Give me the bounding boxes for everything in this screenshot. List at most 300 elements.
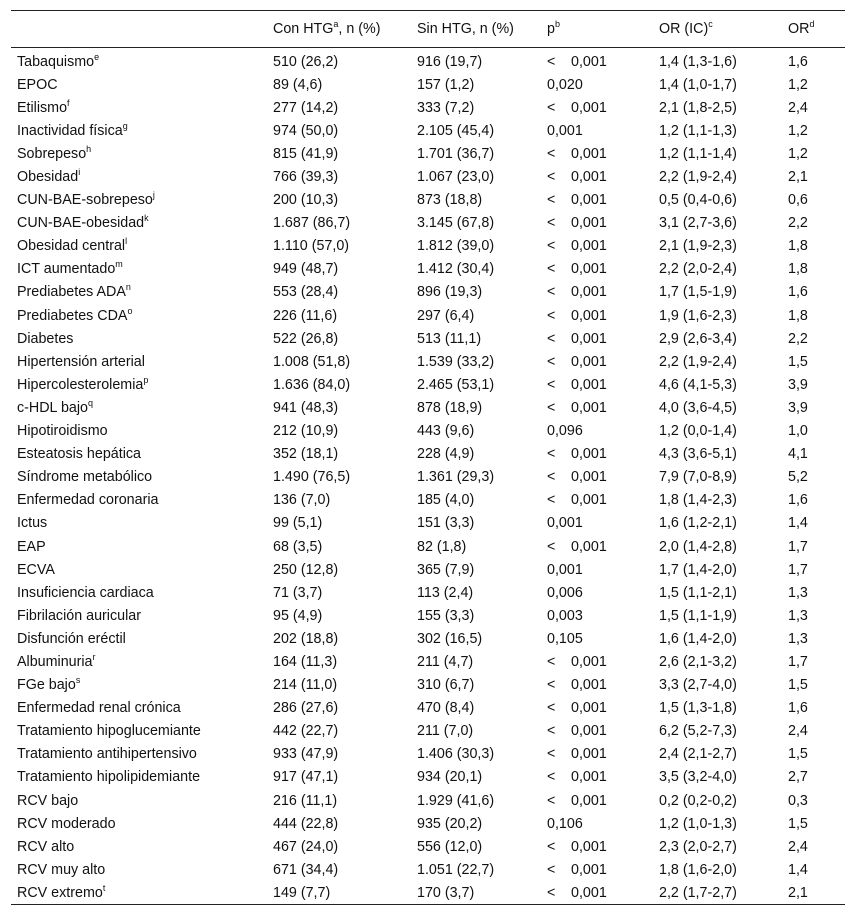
row-footnote-mark: f bbox=[67, 97, 70, 108]
table-header-row bbox=[11, 11, 845, 48]
cell-or-adjusted: 1,8 bbox=[788, 261, 808, 278]
cell-or-adjusted: 1,8 bbox=[788, 238, 808, 255]
cell-or-ic: 0,2 (0,2-0,2) bbox=[659, 792, 737, 809]
row-label: Hipotiroidismo bbox=[17, 423, 108, 440]
cell-or-adjusted: 1,7 bbox=[788, 653, 808, 670]
cell-p-value: 0,003 bbox=[547, 607, 583, 624]
less-than-sign: < bbox=[547, 538, 556, 555]
cell-or-adjusted: 2,7 bbox=[788, 769, 808, 786]
cell-or-ic: 2,9 (2,6-3,4) bbox=[659, 330, 737, 347]
table-row bbox=[11, 189, 845, 212]
cell-p-value: < 0,001 bbox=[547, 492, 607, 509]
cell-con-htg: 949 (48,7) bbox=[273, 261, 339, 278]
cell-or-adjusted: 2,4 bbox=[788, 99, 808, 116]
cell-p-value: 0,105 bbox=[547, 630, 583, 647]
cell-con-htg: 467 (24,0) bbox=[273, 838, 339, 855]
row-label: CUN-BAE-obesidad$^k$ bbox=[17, 213, 149, 232]
cell-con-htg: 352 (18,1) bbox=[273, 446, 339, 463]
cell-con-htg: 202 (18,8) bbox=[273, 630, 339, 647]
cell-p-value: < 0,001 bbox=[547, 446, 607, 463]
row-footnote-mark: g bbox=[122, 120, 128, 131]
cell-p-value: < 0,001 bbox=[547, 399, 607, 416]
less-than-sign: < bbox=[547, 723, 556, 740]
cell-or-adjusted: 1,3 bbox=[788, 607, 808, 624]
cell-or-ic: 2,0 (1,4-2,8) bbox=[659, 538, 737, 555]
table-row bbox=[11, 304, 845, 327]
cell-sin-htg: 1.812 (39,0) bbox=[417, 238, 495, 255]
row-label: Obesidad central$^l$ bbox=[17, 236, 128, 255]
cell-or-ic: 1,2 (1,1-1,3) bbox=[659, 122, 737, 139]
table-row bbox=[11, 443, 845, 466]
row-label: Hipercolesterolemia$^p$ bbox=[17, 374, 149, 393]
table-row bbox=[11, 743, 845, 766]
table-row bbox=[11, 604, 845, 627]
cell-or-adjusted: 1,7 bbox=[788, 561, 808, 578]
cell-p-value: 0,001 bbox=[547, 561, 583, 578]
cell-con-htg: 1.490 (76,5) bbox=[273, 469, 351, 486]
cell-p-value: < 0,001 bbox=[547, 376, 607, 393]
less-than-sign: < bbox=[547, 653, 556, 670]
cell-con-htg: 522 (26,8) bbox=[273, 330, 339, 347]
row-label: Disfunción eréctil bbox=[17, 630, 126, 647]
row-label: Enfermedad renal crónica bbox=[17, 700, 181, 717]
cell-con-htg: 1.636 (84,0) bbox=[273, 376, 351, 393]
less-than-sign: < bbox=[547, 145, 556, 162]
cell-p-value: < 0,001 bbox=[547, 261, 607, 278]
row-footnote-mark: h bbox=[86, 143, 92, 154]
table-row bbox=[11, 466, 845, 489]
cell-p-value: < 0,001 bbox=[547, 169, 607, 186]
cell-or-ic: 1,8 (1,4-2,3) bbox=[659, 492, 737, 509]
table-row bbox=[11, 142, 845, 165]
row-label: Tratamiento hipolipidemiante bbox=[17, 769, 201, 786]
row-label: Obesidad$^i$ bbox=[17, 167, 81, 186]
row-label: FGe bajo$^s$ bbox=[17, 675, 81, 694]
cell-or-ic: 2,2 (1,9-2,4) bbox=[659, 169, 737, 186]
cell-or-ic: 2,3 (2,0-2,7) bbox=[659, 838, 737, 855]
row-label: RCV alto bbox=[17, 838, 75, 855]
row-label: Enfermedad coronaria bbox=[17, 492, 159, 509]
cell-p-value: 0,001 bbox=[547, 515, 583, 532]
cell-sin-htg: 934 (20,1) bbox=[417, 769, 483, 786]
cell-con-htg: 442 (22,7) bbox=[273, 723, 339, 740]
row-label: Síndrome metabólico bbox=[17, 469, 153, 486]
table-row bbox=[11, 73, 845, 96]
less-than-sign: < bbox=[547, 215, 556, 232]
cell-p-value: < 0,001 bbox=[547, 861, 607, 878]
cell-sin-htg: 113 (2,4) bbox=[417, 584, 474, 601]
cell-p-value: < 0,001 bbox=[547, 677, 607, 694]
cell-con-htg: 200 (10,3) bbox=[273, 192, 339, 209]
cell-or-adjusted: 1,2 bbox=[788, 122, 808, 139]
table-row bbox=[11, 373, 845, 396]
cell-or-adjusted: 3,9 bbox=[788, 376, 808, 393]
cell-p-value: < 0,001 bbox=[547, 469, 607, 486]
row-label: Sobrepeso$^h$ bbox=[17, 143, 92, 162]
cell-or-ic: 1,9 (1,6-2,3) bbox=[659, 307, 737, 324]
cell-or-ic: 1,4 (1,3-1,6) bbox=[659, 53, 737, 70]
cell-or-adjusted: 1,6 bbox=[788, 284, 808, 301]
less-than-sign: < bbox=[547, 99, 556, 116]
less-than-sign: < bbox=[547, 700, 556, 717]
cell-con-htg: 226 (11,6) bbox=[273, 307, 338, 324]
cell-or-adjusted: 1,3 bbox=[788, 584, 808, 601]
cell-p-value: < 0,001 bbox=[547, 330, 607, 347]
cell-sin-htg: 470 (8,4) bbox=[417, 700, 475, 717]
cell-con-htg: 553 (28,4) bbox=[273, 284, 339, 301]
cell-p-value: < 0,001 bbox=[547, 192, 607, 209]
table-row bbox=[11, 119, 845, 142]
table-row bbox=[11, 674, 845, 697]
row-label: RCV extremo$^t$ bbox=[11, 881, 267, 905]
cell-sin-htg: 297 (6,4) bbox=[417, 307, 475, 324]
cell-or-ic: 4,0 (3,6-4,5) bbox=[659, 399, 737, 416]
cell-or-adjusted: 1,6 bbox=[788, 492, 808, 509]
cell-p-value: 0,006 bbox=[547, 584, 583, 601]
cell-sin-htg: 513 (11,1) bbox=[417, 330, 482, 347]
cell-or-adjusted: 3,9 bbox=[788, 399, 808, 416]
cell-or-adjusted: 0,3 bbox=[788, 792, 808, 809]
cell-p-value: < 0,001 bbox=[547, 215, 607, 232]
cell-p-value: < 0,001 bbox=[547, 307, 607, 324]
cell-sin-htg: 2.105 (45,4) bbox=[417, 122, 495, 139]
cell-sin-htg: 556 (12,0) bbox=[417, 838, 483, 855]
cell-sin-htg: 1.412 (30,4) bbox=[417, 261, 495, 278]
row-footnote-mark: e bbox=[94, 51, 100, 62]
row-label: c-HDL bajo$^q$ bbox=[17, 397, 93, 416]
row-label: Tratamiento antihipertensivo bbox=[17, 746, 197, 763]
row-footnote-mark: n bbox=[125, 282, 131, 293]
less-than-sign: < bbox=[547, 330, 556, 347]
table-body bbox=[11, 48, 845, 905]
table-row bbox=[11, 881, 845, 905]
row-label: Diabetes bbox=[17, 330, 74, 347]
cell-con-htg: 68 (3,5) bbox=[273, 538, 323, 555]
row-footnote-mark: k bbox=[144, 213, 149, 224]
cell-or-ic: 2,4 (2,1-2,7) bbox=[659, 746, 737, 763]
cell-or-adjusted: 1,7 bbox=[788, 538, 808, 555]
cell-or-ic: 6,2 (5,2-7,3) bbox=[659, 723, 737, 740]
cell-or-adjusted: 0,6 bbox=[788, 192, 808, 209]
cell-sin-htg: 935 (20,2) bbox=[417, 815, 483, 832]
cell-or-ic: 1,6 (1,2-2,1) bbox=[659, 515, 737, 532]
row-label: RCV bajo bbox=[17, 792, 79, 809]
cell-sin-htg: 170 (3,7) bbox=[411, 881, 541, 905]
row-footnote-mark: q bbox=[87, 397, 93, 408]
table-row bbox=[11, 650, 845, 673]
cell-p-value: 0,001 bbox=[547, 122, 583, 139]
cell-con-htg: 212 (10,9) bbox=[273, 423, 339, 440]
cell-p-value: < 0,001 bbox=[547, 700, 607, 717]
cell-or-ic: 3,5 (3,2-4,0) bbox=[659, 769, 737, 786]
cell-con-htg: 136 (7,0) bbox=[273, 492, 331, 509]
cell-or-ic: 4,3 (3,6-5,1) bbox=[659, 446, 737, 463]
cell-con-htg: 444 (22,8) bbox=[273, 815, 339, 832]
cell-or-adjusted: 2,1 bbox=[782, 881, 845, 905]
cell-sin-htg: 302 (16,5) bbox=[417, 630, 483, 647]
cell-or-adjusted: 1,5 bbox=[788, 677, 808, 694]
cell-or-adjusted: 4,1 bbox=[788, 446, 808, 463]
cell-con-htg: 941 (48,3) bbox=[273, 399, 339, 416]
cell-sin-htg: 155 (3,3) bbox=[417, 607, 475, 624]
table-row bbox=[11, 396, 845, 419]
cell-con-htg: 974 (50,0) bbox=[273, 122, 339, 139]
cell-or-adjusted: 1,0 bbox=[788, 423, 808, 440]
less-than-sign: < bbox=[547, 861, 556, 878]
cell-or-adjusted: 1,3 bbox=[788, 630, 808, 647]
row-label: EPOC bbox=[17, 76, 58, 93]
cell-sin-htg: 2.465 (53,1) bbox=[417, 376, 495, 393]
cell-or-ic: 1,8 (1,6-2,0) bbox=[659, 861, 737, 878]
cell-p-value: < 0,001 bbox=[547, 145, 607, 162]
table-row bbox=[11, 835, 845, 858]
cell-con-htg: 933 (47,9) bbox=[273, 746, 339, 763]
cell-sin-htg: 3.145 (67,8) bbox=[417, 215, 495, 232]
row-label: Tabaquismo$^e$ bbox=[17, 51, 100, 70]
cell-or-adjusted: 1,2 bbox=[788, 145, 808, 162]
cell-or-ic: 2,1 (1,8-2,5) bbox=[659, 99, 737, 116]
table-row bbox=[11, 512, 845, 535]
row-footnote-mark: r bbox=[92, 651, 96, 662]
cell-or-ic: 1,6 (1,4-2,0) bbox=[659, 630, 737, 647]
cell-or-adjusted: 1,6 bbox=[788, 700, 808, 717]
cell-sin-htg: 333 (7,2) bbox=[417, 99, 475, 116]
cell-or-adjusted: 1,4 bbox=[788, 861, 808, 878]
row-label: Esteatosis hepática bbox=[17, 446, 141, 463]
cell-p-value: < 0,001 bbox=[547, 53, 607, 70]
cell-or-adjusted: 1,5 bbox=[788, 815, 808, 832]
cell-sin-htg: 151 (3,3) bbox=[417, 515, 475, 532]
less-than-sign: < bbox=[547, 446, 556, 463]
cell-sin-htg: 157 (1,2) bbox=[417, 76, 475, 93]
cell-or-adjusted: 2,2 bbox=[788, 330, 808, 347]
cell-con-htg: 71 (3,7) bbox=[273, 584, 323, 601]
less-than-sign: < bbox=[547, 192, 556, 209]
cell-or-adjusted: 2,4 bbox=[788, 723, 808, 740]
cell-or-ic: 1,7 (1,5-1,9) bbox=[659, 284, 737, 301]
less-than-sign: < bbox=[547, 792, 556, 809]
cell-sin-htg: 878 (18,9) bbox=[417, 399, 483, 416]
cell-p-value: < 0,001 bbox=[547, 284, 607, 301]
cell-p-value: < 0,001 bbox=[547, 538, 607, 555]
cell-or-ic: 1,5 (1,1-1,9) bbox=[659, 607, 737, 624]
less-than-sign: < bbox=[547, 261, 556, 278]
cell-con-htg: 277 (14,2) bbox=[273, 99, 339, 116]
cell-or-adjusted: 2,2 bbox=[788, 215, 808, 232]
less-than-sign: < bbox=[547, 884, 556, 901]
cell-or-ic: 2,2 (1,9-2,4) bbox=[659, 353, 737, 370]
cell-sin-htg: 916 (19,7) bbox=[417, 53, 483, 70]
row-label: CUN-BAE-sobrepeso$^j$ bbox=[17, 190, 155, 209]
cell-or-ic: 0,5 (0,4-0,6) bbox=[659, 192, 737, 209]
cell-or-ic: 1,5 (1,3-1,8) bbox=[659, 700, 737, 717]
cell-sin-htg: 82 (1,8) bbox=[417, 538, 467, 555]
table-row bbox=[11, 558, 845, 581]
less-than-sign: < bbox=[547, 376, 556, 393]
cell-sin-htg: 228 (4,9) bbox=[417, 446, 475, 463]
less-than-sign: < bbox=[547, 769, 556, 786]
cell-or-adjusted: 1,5 bbox=[788, 746, 808, 763]
row-label: ECVA bbox=[17, 561, 55, 578]
row-label: Albuminuria$^r$ bbox=[17, 651, 96, 670]
row-label: Insuficiencia cardiaca bbox=[17, 584, 154, 601]
less-than-sign: < bbox=[547, 238, 556, 255]
cell-con-htg: 250 (12,8) bbox=[273, 561, 339, 578]
cell-or-ic: 4,6 (4,1-5,3) bbox=[659, 376, 737, 393]
less-than-sign: < bbox=[547, 399, 556, 416]
cell-or-adjusted: 2,1 bbox=[788, 169, 808, 186]
cell-con-htg: 1.687 (86,7) bbox=[273, 215, 351, 232]
cell-or-ic: 2,2 (1,7-2,7) bbox=[653, 881, 782, 905]
cell-or-adjusted: 1,6 bbox=[788, 53, 808, 70]
row-footnote-mark: m bbox=[115, 259, 123, 270]
cell-con-htg: 1.008 (51,8) bbox=[273, 353, 351, 370]
row-footnote-mark: o bbox=[127, 305, 133, 316]
cell-or-ic: 1,4 (1,0-1,7) bbox=[659, 76, 737, 93]
cell-con-htg: 510 (26,2) bbox=[273, 53, 339, 70]
cell-p-value: 0,096 bbox=[547, 423, 583, 440]
cell-or-ic: 1,5 (1,1-2,1) bbox=[659, 584, 737, 601]
cell-sin-htg: 365 (7,9) bbox=[417, 561, 475, 578]
header-con-htg: Con HTG$^a$, n (%) bbox=[267, 11, 411, 48]
table-row bbox=[11, 258, 845, 281]
less-than-sign: < bbox=[547, 353, 556, 370]
cell-or-ic: 7,9 (7,0-8,9) bbox=[659, 469, 737, 486]
cell-sin-htg: 1.406 (30,3) bbox=[417, 746, 495, 763]
table-row bbox=[11, 489, 845, 512]
row-footnote-mark: i bbox=[78, 167, 81, 178]
less-than-sign: < bbox=[547, 53, 556, 70]
table-row bbox=[11, 697, 845, 720]
less-than-sign: < bbox=[547, 677, 556, 694]
cell-or-ic: 2,6 (2,1-3,2) bbox=[659, 653, 737, 670]
row-label: ICT aumentado$^m$ bbox=[17, 259, 123, 278]
cell-sin-htg: 1.067 (23,0) bbox=[417, 169, 495, 186]
cell-con-htg: 671 (34,4) bbox=[273, 861, 339, 878]
row-label: RCV muy alto bbox=[17, 861, 106, 878]
less-than-sign: < bbox=[547, 469, 556, 486]
table-row bbox=[11, 720, 845, 743]
table-row bbox=[11, 535, 845, 558]
cell-or-ic: 1,7 (1,4-2,0) bbox=[659, 561, 737, 578]
cell-p-value: < 0,001 bbox=[547, 723, 607, 740]
row-label: Tratamiento hipoglucemiante bbox=[17, 723, 201, 740]
cell-or-ic: 2,1 (1,9-2,3) bbox=[659, 238, 737, 255]
cell-p-value: < 0,001 bbox=[547, 838, 607, 855]
cell-or-adjusted: 1,5 bbox=[788, 353, 808, 370]
table-row bbox=[11, 96, 845, 119]
table-row bbox=[11, 235, 845, 258]
row-label: Fibrilación auricular bbox=[17, 607, 141, 624]
cell-sin-htg: 1.929 (41,6) bbox=[417, 792, 495, 809]
less-than-sign: < bbox=[547, 169, 556, 186]
table-row bbox=[11, 858, 845, 881]
cell-con-htg: 214 (11,0) bbox=[273, 677, 338, 694]
cell-p-value: < 0,001 bbox=[547, 653, 607, 670]
cell-sin-htg: 1.701 (36,7) bbox=[417, 145, 495, 162]
row-label: Ictus bbox=[17, 515, 48, 532]
cell-sin-htg: 443 (9,6) bbox=[417, 423, 475, 440]
less-than-sign: < bbox=[547, 307, 556, 324]
cell-con-htg: 286 (27,6) bbox=[273, 700, 339, 717]
cell-or-ic: 1,2 (0,0-1,4) bbox=[659, 423, 737, 440]
less-than-sign: < bbox=[547, 838, 556, 855]
cell-con-htg: 164 (11,3) bbox=[273, 653, 338, 670]
table-row bbox=[11, 581, 845, 604]
table-row bbox=[11, 212, 845, 235]
cell-con-htg: 149 (7,7) bbox=[267, 881, 411, 905]
cell-sin-htg: 211 (4,7) bbox=[417, 653, 474, 670]
table-row bbox=[11, 766, 845, 789]
header-or-ic: OR (IC)$^c$ bbox=[653, 11, 782, 48]
cell-p-value: < 0,001 bbox=[547, 238, 607, 255]
cell-con-htg: 917 (47,1) bbox=[273, 769, 339, 786]
table-row bbox=[11, 812, 845, 835]
table-row bbox=[11, 627, 845, 650]
row-label: EAP bbox=[17, 538, 46, 555]
row-label: Inactividad física$^g$ bbox=[17, 120, 128, 139]
table-row bbox=[11, 327, 845, 350]
header-p-value: $p^b$ bbox=[541, 11, 653, 48]
cell-p-value: < 0,001 bbox=[547, 99, 607, 116]
cell-sin-htg: 185 (4,0) bbox=[417, 492, 475, 509]
row-footnote-mark: p bbox=[143, 374, 149, 385]
cell-p-value: < 0,001 bbox=[547, 792, 607, 809]
cell-p-value: 0,020 bbox=[547, 76, 583, 93]
row-label: RCV moderado bbox=[17, 815, 116, 832]
cell-or-adjusted: 1,4 bbox=[788, 515, 808, 532]
table-row bbox=[11, 420, 845, 443]
table-row bbox=[11, 165, 845, 188]
cell-or-ic: 1,2 (1,0-1,3) bbox=[659, 815, 737, 832]
less-than-sign: < bbox=[547, 492, 556, 509]
row-footnote-mark: l bbox=[125, 236, 128, 247]
header-variable bbox=[11, 11, 267, 48]
cell-p-value: < 0,001 bbox=[547, 769, 607, 786]
cell-sin-htg: 1.051 (22,7) bbox=[417, 861, 495, 878]
cell-or-ic: 1,2 (1,1-1,4) bbox=[659, 145, 737, 162]
table-row bbox=[11, 350, 845, 373]
cell-or-adjusted: 5,2 bbox=[788, 469, 808, 486]
cell-con-htg: 1.110 (57,0) bbox=[273, 238, 350, 255]
cell-p-value: < 0,001 bbox=[547, 353, 607, 370]
results-table bbox=[11, 10, 845, 905]
cell-con-htg: 99 (5,1) bbox=[273, 515, 323, 532]
row-footnote-mark: t bbox=[102, 882, 106, 893]
cell-sin-htg: 1.361 (29,3) bbox=[417, 469, 495, 486]
row-label: Prediabetes CDA$^o$ bbox=[17, 305, 133, 324]
cell-sin-htg: 211 (7,0) bbox=[417, 723, 474, 740]
table-row bbox=[11, 789, 845, 812]
cell-con-htg: 95 (4,9) bbox=[273, 607, 323, 624]
header-sin-htg: Sin HTG, n (%) bbox=[411, 11, 541, 48]
header-or-adjusted: $OR^d$ bbox=[782, 11, 845, 48]
cell-or-adjusted: 2,4 bbox=[788, 838, 808, 855]
cell-or-ic: 3,1 (2,7-3,6) bbox=[659, 215, 737, 232]
row-label: Hipertensión arterial bbox=[17, 353, 145, 370]
table-row bbox=[11, 48, 845, 74]
row-label: Etilismo$^f$ bbox=[17, 97, 70, 116]
row-label: Prediabetes ADA$^n$ bbox=[17, 282, 131, 301]
cell-con-htg: 216 (11,1) bbox=[273, 792, 338, 809]
cell-con-htg: 766 (39,3) bbox=[273, 169, 339, 186]
less-than-sign: < bbox=[547, 284, 556, 301]
cell-sin-htg: 873 (18,8) bbox=[417, 192, 483, 209]
cell-p-value: 0,106 bbox=[547, 815, 583, 832]
cell-con-htg: 89 (4,6) bbox=[273, 76, 323, 93]
cell-con-htg: 815 (41,9) bbox=[273, 145, 339, 162]
row-footnote-mark: j bbox=[152, 190, 155, 201]
